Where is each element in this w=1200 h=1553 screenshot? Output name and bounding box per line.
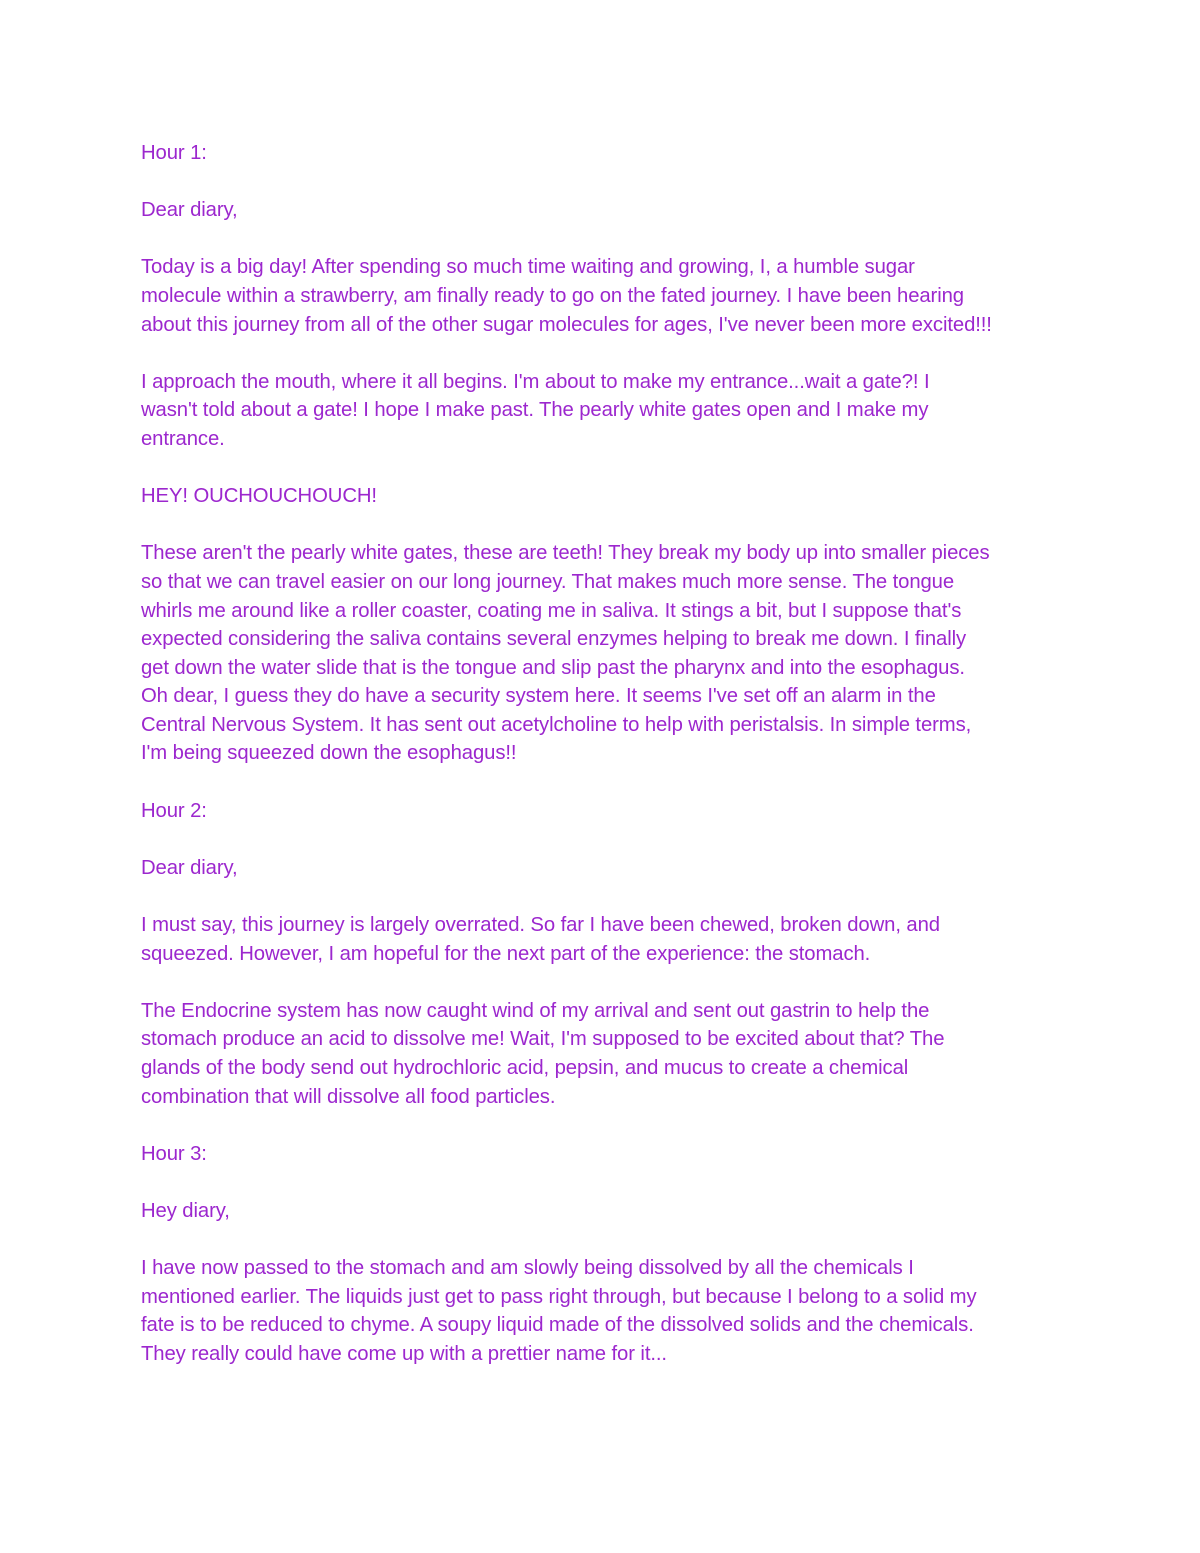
paragraph-stomach: I have now passed to the stomach and am slowly being dissolved by all the chemicals I mentioned earlier. The liquids just get to pass right through, but because I belong to a solid my fate is to be reduced to chyme. A soupy liquid made of the dissolved solids and the chemicals. They really could have come up with a prettier name for it... [141, 1257, 977, 1365]
heading-hour-2: Hour 2: [141, 799, 207, 822]
salutation-2: Dear diary, [141, 856, 238, 879]
heading-hour-3: Hour 3: [141, 1142, 207, 1165]
paragraph-mouth: I approach the mouth, where it all begins. I'm about to make my entrance...wait a gate?! I wasn't told about a gate! I hope I make past. The pearly white gates open and I make my entrance. [141, 370, 930, 450]
paragraph-overrated: I must say, this journey is largely overrated. So far I have been chewed, broken down, and squeezed. However, I am hopeful for the next part of the experience: the stomach. [141, 914, 940, 965]
paragraph-endocrine: The Endocrine system has now caught wind of my arrival and sent out gastrin to help the stomach produce an acid to dissolve me! Wait, I'm supposed to be excited about that? The glands of the body send out hydrochloric acid, pepsin, and mucus to create a chemical combination that will dissolve all food particles. [141, 999, 945, 1108]
paragraph-teeth: These aren't the pearly white gates, these are teeth! They break my body up into smaller pieces so that we can travel easier on our long journey. That makes much more sense. The tongue whirls me around like a roller coaster, coating me in saliva. It stings a bit, but I suppose that's expected considering the saliva contains several enzymes helping to break me down. I finally get down the water slide that is the tongue and slip past the pharynx and into the esophagus. Oh dear, I guess they do have a security system here. It seems I've set off an alarm in the Central Nervous System. It has sent out acetylcholine to help with peristalsis. In simple terms, I'm being squeezed down the esophagus!! [141, 542, 990, 765]
diary-text-body [141, 139, 1066, 1397]
heading-hour-1: Hour 1: [141, 142, 207, 164]
salutation-1: Dear diary, [141, 199, 238, 222]
salutation-3: Hey diary, [141, 1199, 230, 1222]
paragraph-exclamation: HEY! OUCHOUCHOUCH! [141, 485, 377, 508]
paragraph-intro: Today is a big day! After spending so much time waiting and growing, I, a humble sugar molecule within a strawberry, am finally ready to go on the fated journey. I have been hearing about this journey from all of the other sugar molecules for ages, I've never been more excited!!! [141, 256, 992, 336]
